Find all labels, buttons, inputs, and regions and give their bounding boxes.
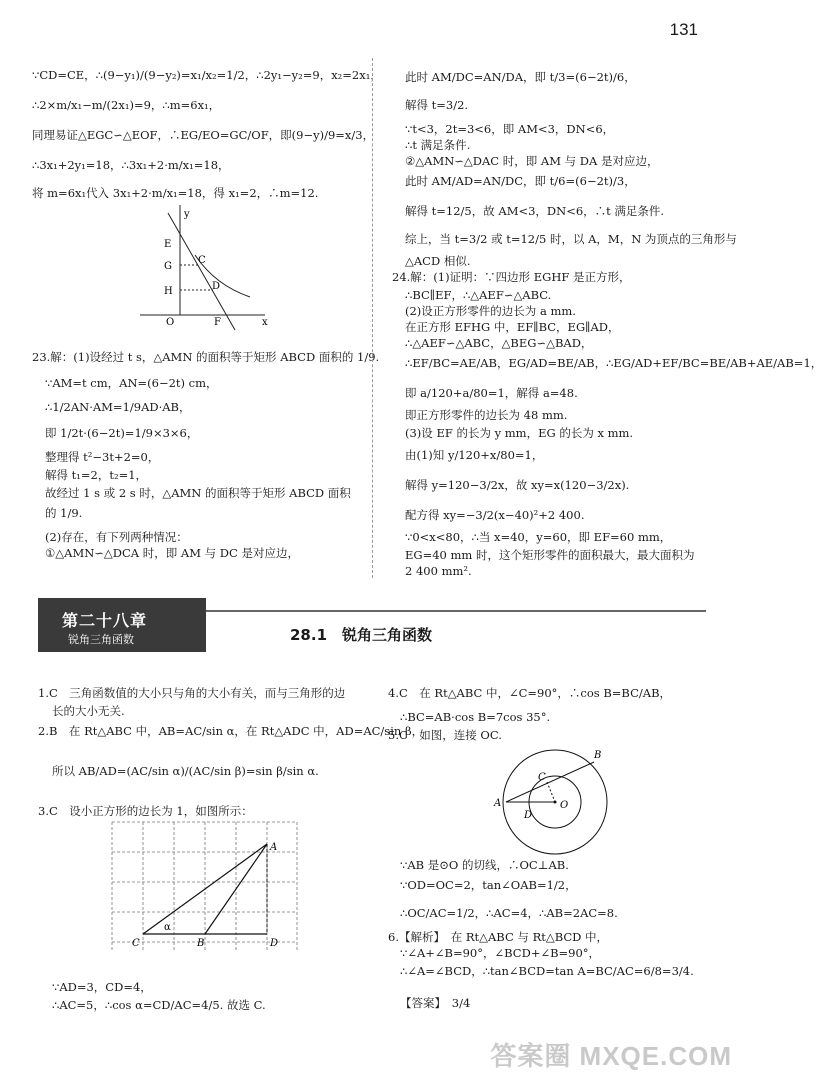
text-line: ②△AMN∽△DAC 时，即 AM 与 DA 是对应边， (405, 154, 659, 168)
text-line: 同理易证△EGC∽△EOF，∴EG/EO=GC/OF，即(9−y)/9=x/3， (32, 128, 375, 142)
text-line: 长的大小无关. (52, 704, 125, 718)
text-line: ∴t 满足条件. (405, 138, 471, 152)
text-line: 即正方形零件的边长为 48 mm. (405, 408, 568, 422)
text-line: 解得 y=120−3/2x，故 xy=x(120−3/2x). (405, 478, 630, 492)
text-line: ①△AMN∽△DCA 时，即 AM 与 DC 是对应边， (45, 546, 299, 560)
text-line: 3.C 设小正方形的边长为 1，如图所示： (38, 804, 253, 818)
circle-label-b: B (594, 750, 602, 761)
text-line: 即 a/120+a/80=1，解得 a=48. (405, 386, 578, 400)
grid-label-d: D (270, 938, 279, 949)
chapter-subtitle: 锐角三角函数 (68, 633, 134, 646)
text-line: 即 1/2t·(6−2t)=1/9×3×6， (45, 426, 199, 440)
graph-label-e: E (164, 239, 172, 250)
section-title: 28.1 锐角三角函数 (290, 626, 433, 644)
text-line: 由(1)知 y/120+x/80=1， (405, 448, 544, 462)
text-line: 解得 t=3/2. (405, 98, 469, 112)
graph-label-y: y (184, 209, 190, 220)
text-line: ∵CD=CE，∴(9−y₁)/(9−y₂)=x₁/x₂=1/2，∴2y₁−y₂=9，x₂=2x₁， (32, 68, 382, 82)
text-line: ∴OC/AC=1/2，∴AC=4，∴AB=2AC=8. (400, 906, 618, 920)
text-line: (2)存在，有下列两种情况： (45, 530, 188, 544)
circle-label-o: O (560, 800, 569, 811)
grid-label-a: A (270, 842, 278, 853)
text-line: 4.C 在 Rt△ABC 中，∠C=90°，∴cos B=BC/AB， (388, 686, 672, 700)
text-line: 综上，当 t=3/2 或 t=12/5 时，以 A，M，N 为顶点的三角形与 (405, 232, 737, 246)
graph-label-x: x (262, 317, 268, 328)
text-line: ∴BC∥EF，∴△AEF∽△ABC. (405, 288, 552, 302)
page-number: 131 (669, 20, 698, 39)
text-line: △ACD 相似. (405, 254, 471, 268)
text-line: (2)设正方形零件的边长为 a mm. (405, 304, 576, 318)
text-line: ∵AD=3，CD=4， (52, 980, 152, 994)
text-line: ∴∠A=∠BCD，∴tan∠BCD=tan A=BC/AC=6/8=3/4. (400, 964, 694, 978)
graph-label-g: G (164, 261, 172, 272)
text-line: EG=40 mm 时，这个矩形零件的面积最大，最大面积为 (405, 548, 695, 562)
graph-label-d: D (212, 281, 221, 292)
text-line: ∴1/2AN·AM=1/9AD·AB， (45, 400, 191, 414)
text-line: ∵AM=t cm，AN=(6−2t) cm， (45, 376, 218, 390)
text-line: ∴△AEF∽△ABC，△BEG∽△BAD， (405, 336, 593, 350)
circle-label-a: A (494, 798, 502, 809)
text-line: (3)设 EF 的长为 y mm，EG 的长为 x mm. (405, 426, 634, 440)
grid-label-c: C (132, 938, 140, 949)
circle-label-d: D (524, 810, 533, 821)
grid-label-alpha: α (164, 922, 171, 933)
text-line: 23.解：(1)设经过 t s，△AMN 的面积等于矩形 ABCD 面积的 1/9. (32, 350, 380, 364)
text-line: 此时 AM/AD=AN/DC，即 t/6=(6−2t)/3， (405, 174, 636, 188)
segment-oc (547, 782, 555, 802)
text-line: 整理得 t²−3t+2=0， (45, 450, 160, 464)
text-line: 此时 AM/DC=AN/DA，即 t/3=(6−2t)/6， (405, 70, 636, 84)
circle-label-c: C (538, 772, 546, 783)
text-line: ∵∠A+∠B=90°，∠BCD+∠B=90°， (400, 946, 601, 960)
graph-label-f: F (214, 317, 221, 328)
chapter-rule (206, 610, 706, 612)
text-line: ∵0<x<80，∴当 x=40，y=60，即 EF=60 mm， (405, 530, 672, 544)
grid-figure (112, 822, 302, 962)
chapter-banner (38, 598, 206, 652)
text-line: 【答案】 3/4 (400, 996, 471, 1010)
text-line: ∵AB 是⊙O 的切线，∴OC⊥AB. (400, 858, 569, 872)
text-line: 6.【解析】 在 Rt△ABC 与 Rt△BCD 中， (388, 930, 609, 944)
watermark: 答案圈 MXQE.COM (490, 1041, 732, 1071)
graph-label-c: C (198, 255, 206, 266)
text-line: ∴AC=5，∴cos α=CD/AC=4/5. 故选 C. (52, 998, 266, 1012)
graph-label-o: O (166, 317, 175, 328)
center-point (554, 801, 557, 804)
text-line: ∵t<3，2t=3<6，即 AM<3，DN<6， (405, 122, 615, 136)
text-line: ∴2×m/x₁−m/(2x₁)=9，∴m=6x₁， (32, 98, 221, 112)
grid-label-b: B (197, 938, 205, 949)
circle-figure (490, 742, 620, 857)
function-graph (140, 205, 275, 330)
text-line: 故经过 1 s 或 2 s 时，△AMN 的面积等于矩形 ABCD 面积 (45, 486, 351, 500)
text-line: 2 400 mm². (405, 564, 472, 578)
text-line: 1.C 三角函数值的大小只与角的大小有关，而与三角形的边 (38, 686, 346, 700)
text-line: ∴EF/BC=AE/AB，EG/AD=BE/AB，∴EG/AD+EF/BC=BE/AB+AE/AB=1， (405, 356, 822, 370)
graph-label-h: H (164, 286, 173, 297)
text-line: 所以 AB/AD=(AC/sin α)/(AC/sin β)=sin β/sin α. (52, 764, 319, 778)
chapter-title: 第二十八章 (62, 611, 148, 630)
text-line: ∴3x₁+2y₁=18，∴3x₁+2·m/x₁=18， (32, 158, 230, 172)
text-line: ∵OD=OC=2，tan∠OAB=1/2， (400, 878, 577, 892)
text-line: 在正方形 EFHG 中，EF∥BC，EG∥AD， (405, 320, 620, 334)
text-line: 解得 t=12/5，故 AM<3，DN<6，∴t 满足条件. (405, 204, 665, 218)
text-line: 的 1/9. (45, 506, 83, 520)
text-line: 解得 t₁=2，t₂=1， (45, 468, 148, 482)
text-line: 24.解：(1)证明：∵四边形 EGHF 是正方形， (392, 270, 631, 284)
text-line: 将 m=6x₁代入 3x₁+2·m/x₁=18，得 x₁=2，∴m=12. (32, 186, 319, 200)
text-line: 配方得 xy=−3/2(x−40)²+2 400. (405, 508, 585, 522)
text-line: 2.B 在 Rt△ABC 中，AB=AC/sin α，在 Rt△ADC 中，AD=AC/sin β， (38, 724, 424, 738)
line-ef (168, 213, 235, 330)
column-divider (372, 58, 373, 578)
text-line: ∴BC=AB·cos B=7cos 35°. (400, 710, 551, 724)
text-line: 5.C 如图，连接 OC. (388, 728, 502, 742)
